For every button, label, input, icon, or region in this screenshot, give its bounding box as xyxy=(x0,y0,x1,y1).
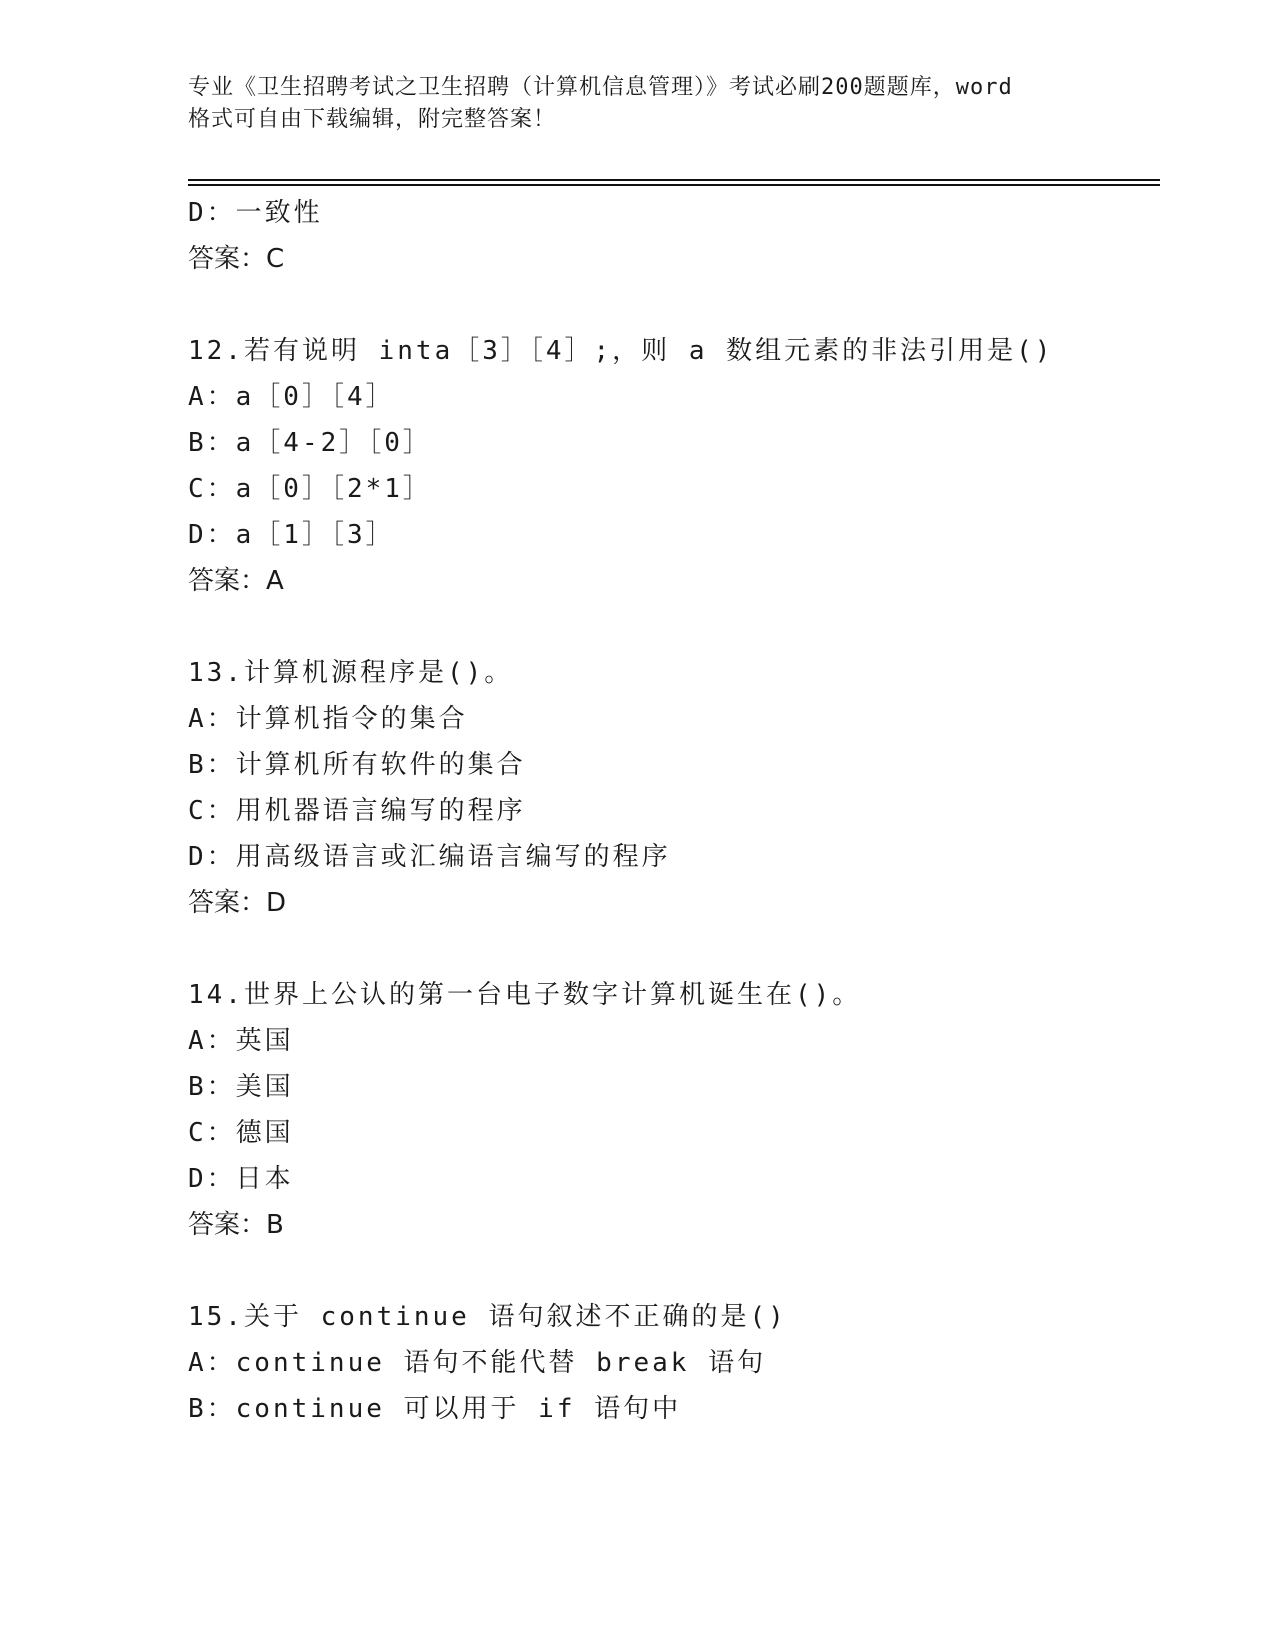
option-a: A：a［0］［4］ xyxy=(188,382,395,412)
option-d: D：a［1］［3］ xyxy=(188,520,395,550)
spacer xyxy=(188,604,1168,650)
option-a: A：continue 语句不能代替 break 语句 xyxy=(188,1348,767,1378)
question-text: 13.计算机源程序是()。 xyxy=(188,658,514,688)
document-header xyxy=(188,72,1108,136)
header-line-2: 格式可自由下载编辑，附完整答案！ xyxy=(188,107,557,132)
option-d: D：用高级语言或汇编语言编写的程序 xyxy=(188,842,671,872)
option-a: A：英国 xyxy=(188,1026,294,1056)
question-block-prev xyxy=(188,190,1168,282)
answer-line: 答案：C xyxy=(188,244,285,274)
answer-line: 答案：A xyxy=(188,566,284,596)
spacer xyxy=(188,1248,1168,1294)
option-c: C：a［0］［2*1］ xyxy=(188,474,432,504)
question-block-15 xyxy=(188,1294,1168,1432)
question-text: 12.若有说明 inta［3］［4］;，则 a 数组元素的非法引用是() xyxy=(188,336,1054,366)
spacer xyxy=(188,926,1168,972)
option-a: A：计算机指令的集合 xyxy=(188,704,468,734)
option-b: B：美国 xyxy=(188,1072,294,1102)
question-block-14 xyxy=(188,972,1168,1248)
header-divider-top xyxy=(188,179,1160,181)
option-c: C：德国 xyxy=(188,1118,294,1148)
question-block-12 xyxy=(188,328,1168,604)
option-d: D：日本 xyxy=(188,1164,294,1194)
option-d: D：一致性 xyxy=(188,198,323,228)
question-list xyxy=(188,190,1168,1432)
header-line-1: 专业《卫生招聘考试之卫生招聘（计算机信息管理）》考试必刷200题题库，word xyxy=(188,75,1013,100)
option-c: C：用机器语言编写的程序 xyxy=(188,796,526,826)
header-divider-bottom xyxy=(188,184,1160,186)
spacer xyxy=(188,282,1168,328)
question-text: 14.世界上公认的第一台电子数字计算机诞生在()。 xyxy=(188,980,862,1010)
question-block-13 xyxy=(188,650,1168,926)
question-text: 15.关于 continue 语句叙述不正确的是() xyxy=(188,1302,787,1332)
answer-line: 答案：D xyxy=(188,888,287,918)
option-b: B：continue 可以用于 if 语句中 xyxy=(188,1394,682,1424)
option-b: B：a［4-2］［0］ xyxy=(188,428,432,458)
answer-line: 答案：B xyxy=(188,1210,284,1240)
option-b: B：计算机所有软件的集合 xyxy=(188,750,526,780)
